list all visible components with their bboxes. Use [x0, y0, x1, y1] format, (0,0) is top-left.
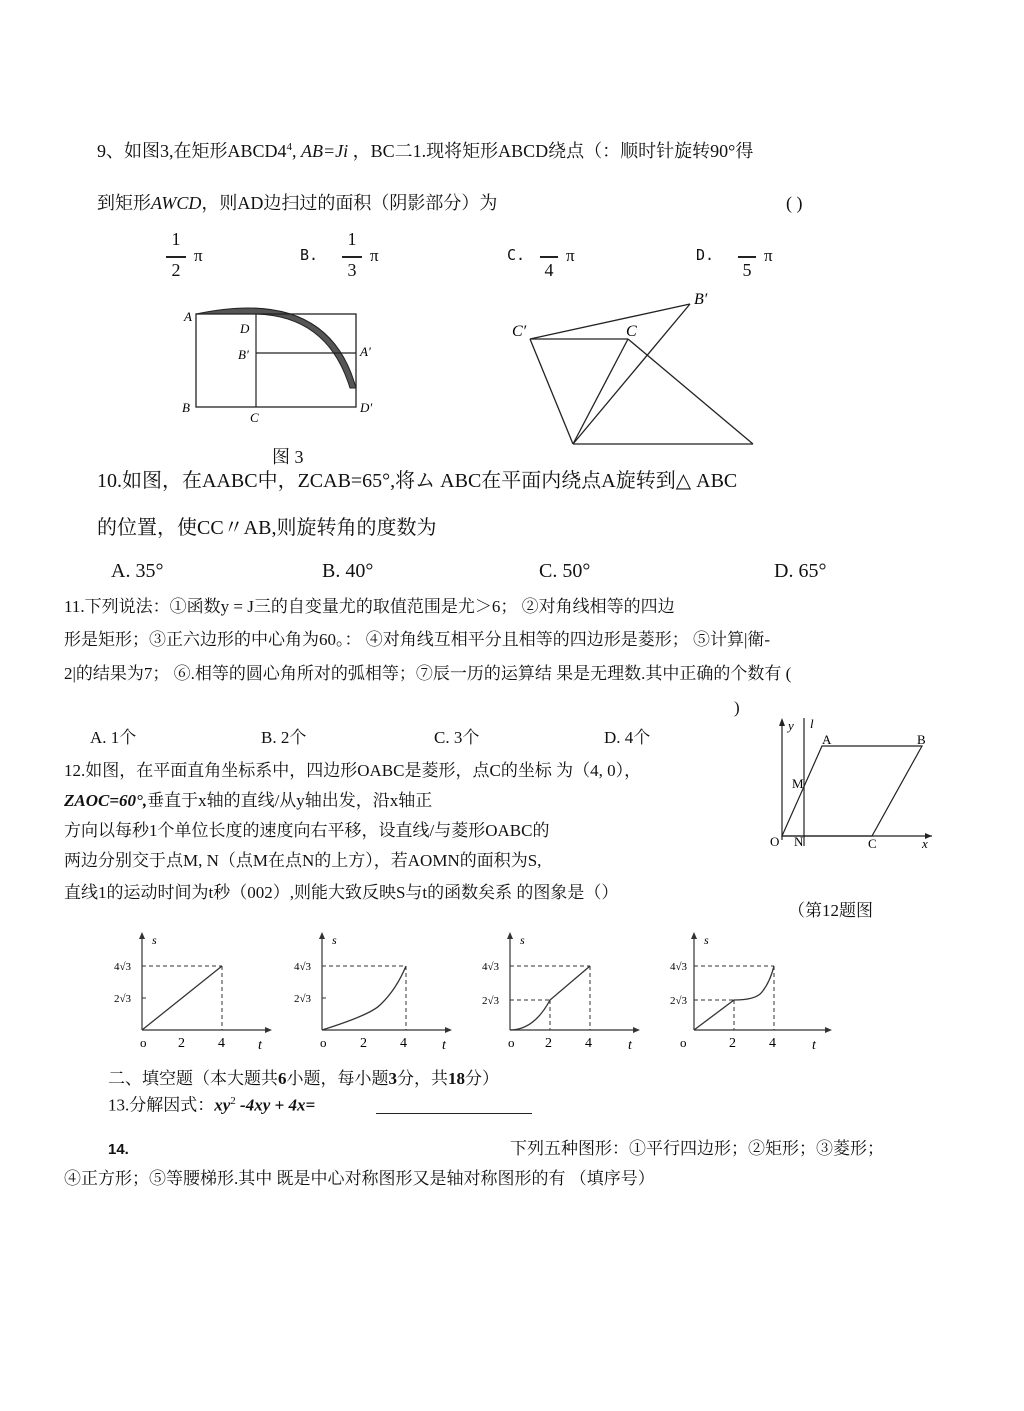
graph-c-v4: 4√3	[482, 961, 500, 973]
q12-line4: 两边分别交于点M, N（点M在点N的上方），若AOMN的面积为S,	[64, 851, 542, 870]
q13-sup: 2	[230, 1095, 236, 1107]
q9-figure-rectangle	[178, 296, 393, 426]
q9-optB-label: B.	[300, 246, 319, 264]
section2-title-a: 二、填空题（本大题共	[108, 1069, 278, 1088]
q9-optB-num: 1	[347, 229, 357, 249]
q10-line2: 的位置，使CC〃AB,则旋转角的度数为	[97, 517, 437, 539]
fig3-label-A: A	[184, 309, 192, 324]
q9-optA-num: 1	[171, 229, 181, 249]
q9-optD-label: D.	[696, 246, 715, 264]
section2-n3: 3	[388, 1069, 397, 1088]
q10-optB: B. 40°	[322, 560, 374, 582]
section2-title-c: 分，共	[397, 1069, 448, 1088]
q9-line2-b: AWCD	[151, 193, 202, 213]
graph-a-t: t	[258, 1038, 262, 1053]
fig3-label-C: C	[250, 410, 259, 425]
q13-expr-b: -4xy + 4x=	[235, 1095, 316, 1115]
graph-a-o: o	[140, 1035, 147, 1050]
q9-line1-a: 9、如图3,在矩形ABCD4	[97, 141, 287, 161]
q9-optA-den: 2	[171, 260, 181, 280]
graph-b-t: t	[442, 1038, 446, 1053]
q9-answer-paren: ( )	[786, 193, 803, 213]
q12-line2-rest: 垂直于x轴的直线/从y轴出发，沿x轴正	[147, 791, 433, 810]
fig3-label-B: B	[182, 400, 190, 415]
q12-fig-label-A: A	[822, 732, 832, 747]
q14-line2: ④正方形；⑤等腰梯形.其中 既是中心对称图形又是轴对称图形的有 （填序号）	[64, 1169, 655, 1188]
graph-d-s: s	[704, 933, 709, 947]
graph-d-4: 4	[769, 1036, 776, 1051]
q9-line1-sup: 4	[286, 141, 293, 153]
q12-fig-label-O: O	[770, 834, 780, 849]
fig3-label-Dp: D′	[360, 400, 373, 415]
section2-n18: 18	[448, 1069, 465, 1088]
q12-figure-rhombus	[762, 712, 942, 852]
q12-line1: 12.如图，在平面直角坐标系中，四边形OABC是菱形，点C的坐标 为（4, 0），	[64, 761, 642, 780]
q12-line3: 方向以每秒1个单位长度的速度向右平移，设直线/与菱形OABC的	[64, 821, 550, 840]
q12-graph-c	[478, 930, 648, 1060]
q9-optD-bar	[738, 256, 756, 258]
q9-optC-den: 4	[544, 260, 554, 280]
q9-optA-pi: π	[194, 246, 203, 265]
graph-d-o: o	[680, 1035, 687, 1050]
graph-a-v2: 2√3	[114, 993, 132, 1005]
q12-graph-a	[110, 930, 280, 1060]
graph-c-s: s	[520, 933, 525, 947]
q9-optB-den: 3	[347, 260, 357, 280]
q9-figure-caption: 图 3	[272, 447, 304, 467]
q12-fig-label-B: B	[917, 732, 926, 747]
q9-line1: 9、如图3,在矩形$ABCD4^4$, AB=Ji ，BC二1.现将矩形ABCD绕点（：顺时针旋转90°得	[97, 141, 754, 161]
q12-fig-label-x: x	[922, 836, 928, 851]
q11-optC: C. 3个	[434, 728, 480, 747]
q12-fig-label-N: N	[794, 834, 804, 849]
q10-figure-triangles	[508, 284, 768, 448]
q14-line1: 下列五种图形：①平行四边形；②矩形；③菱形；	[510, 1139, 884, 1158]
q10-fig-label-Bp: B′	[694, 291, 708, 308]
section2-title-d: 分）	[465, 1069, 499, 1088]
q13-answer-blank[interactable]	[376, 1113, 532, 1114]
graph-c-v2: 2√3	[482, 995, 500, 1007]
q13-label: 13.分解因式：	[108, 1095, 215, 1115]
q11-line4: )	[734, 698, 740, 717]
q13-expr-a: xy	[214, 1095, 231, 1115]
q12-fig-label-l: l	[810, 716, 814, 731]
graph-b-s: s	[332, 933, 337, 947]
graph-c-4: 4	[585, 1036, 592, 1051]
q11-optD: D. 4个	[604, 728, 651, 747]
q12-graph-b	[290, 930, 460, 1060]
q12-line2-angle: ZAOC=60°,	[64, 791, 148, 810]
q9-line2-c: ，则AD边扫过的面积（阴影部分）为	[201, 193, 498, 213]
graph-c-t: t	[628, 1038, 632, 1053]
graph-a-4: 4	[218, 1036, 225, 1051]
q9-optD-pi: π	[764, 246, 773, 265]
q9-optD-den: 5	[742, 260, 752, 280]
q10-line1: 10.如图，在AABC中，ZCAB=65°,将ム ABC在平面内绕点A旋转到△ ABC	[97, 470, 738, 492]
graph-d-t: t	[812, 1038, 816, 1053]
q12-fig-label-y: y	[788, 718, 794, 733]
graph-b-v2: 2√3	[294, 993, 312, 1005]
graph-c-o: o	[508, 1035, 515, 1050]
graph-a-2: 2	[178, 1036, 185, 1051]
section2-title	[108, 1069, 499, 1089]
section2-n6: 6	[278, 1069, 287, 1088]
graph-b-v4: 4√3	[294, 961, 312, 973]
q10-fig-label-Cp: C′	[512, 323, 527, 340]
q10-optA: A. 35°	[111, 560, 164, 582]
q9-line2-a: 到矩形	[97, 193, 151, 213]
q11-optB: B. 2个	[261, 728, 307, 747]
graph-b-4: 4	[400, 1036, 407, 1051]
q12-graph-d	[670, 930, 840, 1060]
q9-optA-bar	[166, 256, 186, 258]
section2-title-b: 小题，每小题	[286, 1069, 389, 1088]
graph-b-o: o	[320, 1035, 327, 1050]
q9-optB-bar	[342, 256, 362, 258]
graph-d-v2: 2√3	[670, 995, 688, 1007]
q9-line2	[97, 193, 497, 215]
q10-optD: D. 65°	[774, 560, 827, 582]
fig3-label-D: D	[240, 321, 250, 336]
q9-optB-pi: π	[370, 246, 379, 265]
q14-number: 14.	[108, 1141, 129, 1158]
graph-b-2: 2	[360, 1036, 367, 1051]
q11-line2: 形是矩形；③正六边形的中心角为60。： ④对角线互相平分且相等的四边形是菱形； ⑤计算|衛-	[64, 630, 771, 649]
q9-optC-pi: π	[566, 246, 575, 265]
fig3-label-Bp: B′	[238, 347, 249, 362]
q9-optC-label: C.	[507, 246, 526, 264]
fig3-label-Ap: A′	[360, 344, 371, 359]
graph-a-s: s	[152, 933, 157, 947]
q12-line5: 直线1的运动时间为t秒（002）,则能大致反映S与t的函数矣系 的图象是（）	[64, 883, 619, 902]
q11-optA: A. 1个	[90, 728, 137, 747]
graph-c-2: 2	[545, 1036, 552, 1051]
q10-optC: C. 50°	[539, 560, 591, 582]
q9-line1-c: ，BC二1.现将矩形ABCD绕点（：顺时针旋转90°得	[352, 141, 754, 161]
graph-a-v4: 4√3	[114, 961, 132, 973]
q9-optC-bar	[540, 256, 558, 258]
q11-line1: 11.下列说法：①函数y = J三的自变量尤的取值范围是尤＞6； ②对角线相等的四边	[64, 597, 675, 616]
q9-line1-b: AB=Ji	[301, 141, 349, 161]
q12-fig-label-M: M	[792, 776, 804, 791]
q10-fig-label-C: C	[626, 323, 637, 340]
q12-fig-label-C: C	[868, 836, 877, 851]
graph-d-v4: 4√3	[670, 961, 688, 973]
graph-d-2: 2	[729, 1036, 736, 1051]
q12-figure-caption: （第12题图	[788, 901, 873, 920]
q11-line3: 2|的结果为7； ⑥.相等的圆心角所对的弧相等；⑦辰一历的运算结 果是无理数.其中正确的个数有 (	[64, 664, 792, 683]
q12-line2	[64, 791, 432, 811]
q13-line	[108, 1095, 315, 1116]
